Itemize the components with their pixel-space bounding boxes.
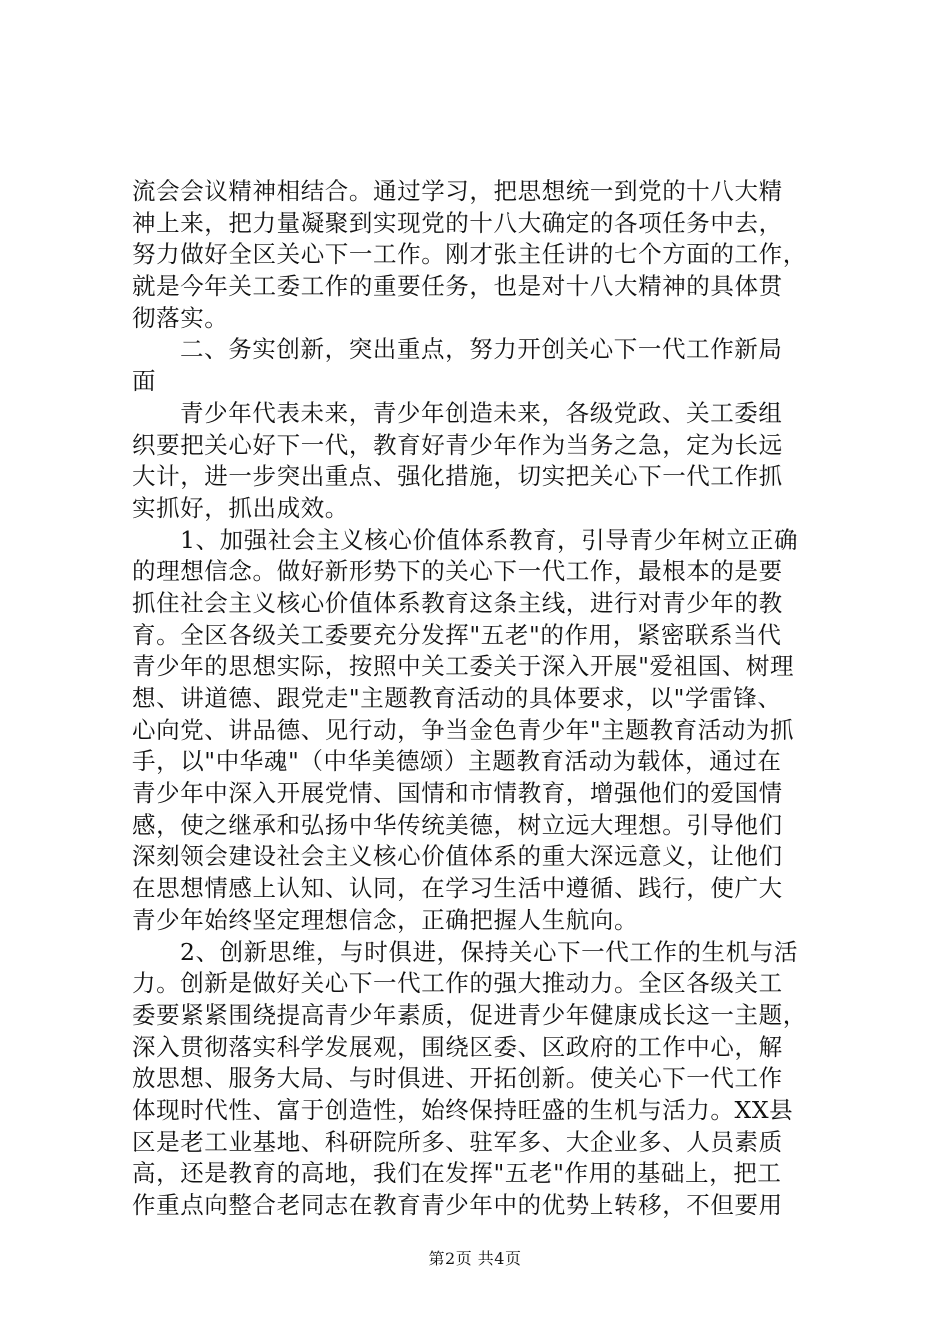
text-line: 在思想情感上认知、认同，在学习生活中遵循、践行，使广大	[132, 874, 783, 903]
text-line: 青少年的思想实际，按照中关工委关于深入开展"爱祖国、树理	[132, 652, 795, 681]
text-line: 流会会议精神相结合。通过学习，把思想统一到党的十八大精	[132, 177, 783, 205]
text-line: 1、加强社会主义核心价值体系教育，引导青少年树立正确	[180, 525, 799, 554]
text-line: 作重点向整合老同志在教育青少年中的优势上转移，不但要用	[132, 1191, 783, 1219]
text-line: 的理想信念。做好新形势下的关心下一代工作，最根本的是要	[132, 557, 783, 586]
text-line: 力。创新是做好关心下一代工作的强大推动力。全区各级关工	[132, 969, 783, 998]
text-line: 织要把关心好下一代，教育好青少年作为当务之急，定为长远	[132, 430, 783, 459]
text-line: 大计，进一步突出重点、强化措施，切实把关心下一代工作抓	[132, 462, 783, 491]
text-line: 区是老工业基地、科研院所多、驻军多、大企业多、人员素质	[132, 1127, 783, 1156]
text-line: 青少年代表未来，青少年创造未来，各级党政、关工委组	[180, 398, 783, 427]
text-line: 实抓好，抓出成效。	[132, 493, 349, 522]
text-line: 努力做好全区关心下一工作。刚才张主任讲的七个方面的工作，	[132, 240, 807, 269]
text-line: 育。全区各级关工委要充分发挥"五老"的作用，紧密联系当代	[132, 620, 782, 649]
text-line: 手，以"中华魂"（中华美德颂）主题教育活动为载体，通过在	[132, 747, 782, 776]
text-line: 体现时代性、富于创造性，始终保持旺盛的生机与活力。XX县	[132, 1095, 794, 1124]
text-line: 深刻领会建设社会主义核心价值体系的重大深远意义，让他们	[132, 842, 783, 871]
text-line: 就是今年关工委工作的重要任务，也是对十八大精神的具体贯	[132, 272, 783, 301]
text-line: 青少年中深入开展党情、国情和市情教育，增强他们的爱国情	[132, 779, 783, 808]
text-line: 心向党、讲品德、见行动，争当金色青少年"主题教育活动为抓	[132, 715, 795, 744]
document-body	[132, 176, 832, 1222]
text-line: 二、务实创新，突出重点，努力开创关心下一代工作新局	[180, 335, 783, 364]
text-line: 青少年始终坚定理想信念，正确把握人生航向。	[132, 905, 639, 934]
text-line: 面	[132, 367, 157, 396]
text-line: 感，使之继承和弘扬中华传统美德，树立远大理想。引导他们	[132, 810, 783, 839]
text-line: 放思想、服务大局、与时俱进、开拓创新。使关心下一代工作	[132, 1064, 783, 1093]
text-line: 委要紧紧围绕提高青少年素质，促进青少年健康成长这一主题，	[132, 1000, 807, 1029]
text-line: 想、讲道德、跟党走"主题教育活动的具体要求，以"学雷锋、	[132, 684, 782, 712]
text-line: 彻落实。	[132, 303, 229, 332]
page-footer: 第2页 共4页	[428, 1249, 522, 1268]
text-line: 神上来，把力量凝聚到实现党的十八大确定的各项任务中去，	[132, 208, 783, 237]
text-line: 高，还是教育的高地，我们在发挥"五老"作用的基础上，把工	[132, 1159, 782, 1188]
text-line: 深入贯彻落实科学发展观，围绕区委、区政府的工作中心，解	[132, 1032, 783, 1061]
text-line: 2、创新思维，与时俱进，保持关心下一代工作的生机与活	[180, 937, 799, 966]
text-line: 抓住社会主义核心价值体系教育这条主线，进行对青少年的教	[132, 588, 783, 617]
